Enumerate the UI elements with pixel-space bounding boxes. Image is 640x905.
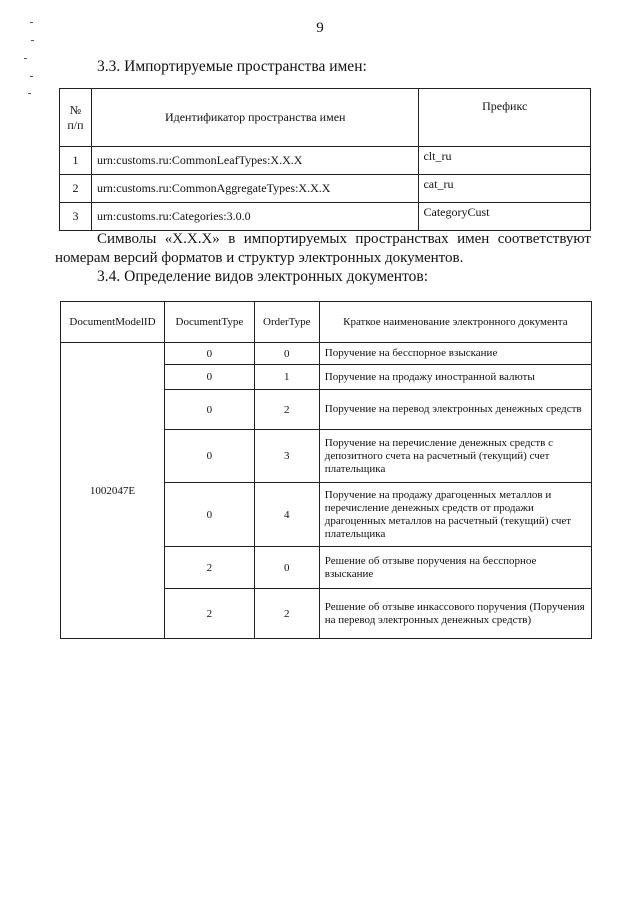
cell-short-name: Решение об отзыве инкассового поручения (Поручения на перевод электронных денежных средств) [319, 589, 591, 639]
cell-short-name: Поручение на бесспорное взыскание [319, 343, 591, 365]
cell-num: 1 [60, 147, 92, 175]
cell-short-name: Поручение на перечисление денежных средств с депозитного счета на расчетный (текущий) счет плательщика [319, 430, 591, 483]
namespaces-table [59, 88, 591, 231]
page-number: 9 [316, 20, 324, 36]
header-order-type: OrderType [254, 302, 319, 343]
cell-order-type: 0 [254, 547, 319, 589]
cell-num: 3 [60, 203, 92, 231]
cell-document-type: 0 [164, 343, 254, 365]
cell-document-type: 2 [164, 547, 254, 589]
table-row [60, 175, 591, 203]
cell-short-name: Решение об отзыве поручения на бесспорное взыскание [319, 547, 591, 589]
cell-document-type: 2 [164, 589, 254, 639]
header-num: № п/п [60, 89, 92, 147]
cell-document-type: 0 [164, 430, 254, 483]
cell-order-type: 1 [254, 365, 319, 390]
cell-prefix: cat_ru [419, 175, 591, 203]
cell-order-type: 2 [254, 589, 319, 639]
cell-identifier: urn:customs.ru:CommonAggregateTypes:X.X.X [91, 175, 419, 203]
cell-prefix: clt_ru [419, 147, 591, 175]
cell-num: 2 [60, 175, 92, 203]
cell-identifier: urn:customs.ru:CommonLeafTypes:X.X.X [91, 147, 419, 175]
cell-document-type: 0 [164, 483, 254, 547]
paragraph-line-2: номерам версий форматов и структур электронных документов. [55, 250, 464, 266]
cell-short-name: Поручение на перевод электронных денежных средств [319, 390, 591, 430]
paragraph-line-1: Символы «X.X.X» в импортируемых пространствах имен соответствуют [97, 231, 591, 247]
scan-mark [28, 93, 31, 94]
cell-identifier: urn:customs.ru:Categories:3.0.0 [91, 203, 419, 231]
table-row [60, 203, 591, 231]
table-header-row [61, 302, 592, 343]
namespace-note-paragraph [55, 230, 591, 268]
section-heading-3-3: 3.3. Импортируемые пространства имен: [97, 58, 367, 75]
cell-prefix: CategoryCust [419, 203, 591, 231]
table-row [61, 343, 592, 365]
section-heading-3-4: 3.4. Определение видов электронных документов: [97, 268, 429, 285]
cell-order-type: 4 [254, 483, 319, 547]
cell-short-name: Поручение на продажу иностранной валюты [319, 365, 591, 390]
scan-mark [31, 40, 34, 41]
header-identifier: Идентификатор пространства имен [91, 89, 419, 147]
document-types-table [60, 301, 592, 639]
header-prefix: Префикс [419, 89, 591, 147]
table-header-row [60, 89, 591, 147]
header-document-type: DocumentType [164, 302, 254, 343]
cell-document-type: 0 [164, 365, 254, 390]
cell-short-name: Поручение на продажу драгоценных металлов и перечисление денежных средств от продажи драгоценных металлов на расчетный (текущий) счет плательщика [319, 483, 591, 547]
cell-document-type: 0 [164, 390, 254, 430]
header-short-name: Краткое наименование электронного документа [319, 302, 591, 343]
cell-document-model-id: 1002047E [61, 343, 165, 639]
table-row [60, 147, 591, 175]
scan-mark [30, 76, 33, 77]
cell-order-type: 0 [254, 343, 319, 365]
cell-order-type: 3 [254, 430, 319, 483]
scan-mark [24, 58, 27, 59]
header-document-model-id: DocumentModelID [61, 302, 165, 343]
cell-order-type: 2 [254, 390, 319, 430]
